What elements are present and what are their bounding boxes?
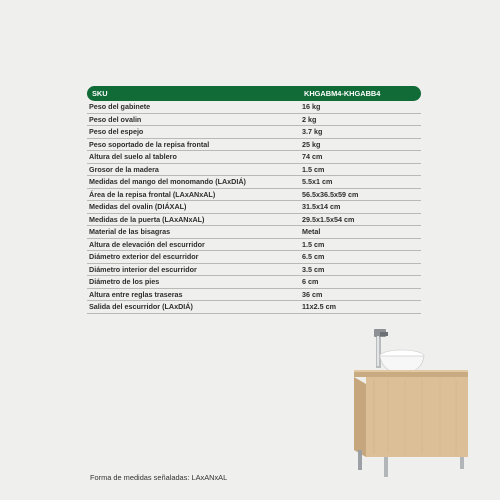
row-value: 2 kg	[302, 114, 317, 124]
row-label: Altura del suelo al tablero	[89, 152, 177, 162]
table-row	[87, 126, 421, 139]
table-row	[87, 289, 421, 302]
table-row	[87, 164, 421, 177]
row-label: Diámetro exterior del escurridor	[89, 252, 199, 262]
table-row	[87, 226, 421, 239]
table-body	[87, 101, 421, 314]
row-label: Material de las bisagras	[89, 227, 171, 237]
row-label: Diámetro interior del escurridor	[89, 264, 197, 274]
row-value: Metal	[302, 227, 321, 237]
row-value: 31.5x14 cm	[302, 202, 341, 212]
table-row	[87, 201, 421, 214]
row-value: 5.5x1 cm	[302, 177, 333, 187]
vanity-cabinet-with-vessel-sink-icon	[340, 320, 480, 480]
table-row	[87, 276, 421, 289]
row-label: Grosor de la madera	[89, 164, 159, 174]
row-value: 1.5 cm	[302, 164, 325, 174]
row-label: Área de la repisa frontal (LAxANxAL)	[89, 189, 216, 199]
row-value: 6.5 cm	[302, 252, 325, 262]
row-label: Medidas del mango del monomando (LAxDIÁ)	[89, 177, 246, 187]
table-row	[87, 189, 421, 202]
row-value: 16 kg	[302, 102, 321, 112]
row-label: Altura entre reglas traseras	[89, 289, 183, 299]
row-label: Peso del gabinete	[89, 102, 151, 112]
row-value: 36 cm	[302, 289, 323, 299]
row-label: Diámetro de los pies	[89, 277, 160, 287]
row-label: Altura de elevación del escurridor	[89, 239, 205, 249]
table-row	[87, 139, 421, 152]
table-row	[87, 251, 421, 264]
row-label: Medidas del ovalin (DIÁXAL)	[89, 202, 187, 212]
table-row	[87, 151, 421, 164]
row-label: Peso del ovalin	[89, 114, 142, 124]
row-value: 3.7 kg	[302, 127, 323, 137]
header-key: SKU	[92, 89, 108, 98]
table-row	[87, 101, 421, 114]
table-row	[87, 301, 421, 314]
spec-table	[87, 86, 421, 314]
row-value: 25 kg	[302, 139, 321, 149]
row-value: 3.5 cm	[302, 264, 325, 274]
table-header	[87, 86, 421, 101]
row-label: Peso del espejo	[89, 127, 144, 137]
row-value: 29.5x1.5x54 cm	[302, 214, 355, 224]
row-label: Medidas de la puerta (LAxANxAL)	[89, 214, 205, 224]
header-value: KHGABM4-KHGABB4	[304, 89, 381, 98]
row-value: 1.5 cm	[302, 239, 325, 249]
table-row	[87, 176, 421, 189]
table-row	[87, 214, 421, 227]
measurement-footnote: Forma de medidas señaladas: LAxANxAL	[90, 473, 228, 482]
row-label: Peso soportado de la repisa frontal	[89, 139, 210, 149]
row-value: 11x2.5 cm	[302, 302, 336, 312]
table-row	[87, 114, 421, 127]
table-row	[87, 239, 421, 252]
row-value: 74 cm	[302, 152, 323, 162]
row-label: Salida del escurridor (LAxDIÁ)	[89, 302, 193, 312]
row-value: 56.5x36.5x59 cm	[302, 189, 359, 199]
table-row	[87, 264, 421, 277]
row-value: 6 cm	[302, 277, 319, 287]
